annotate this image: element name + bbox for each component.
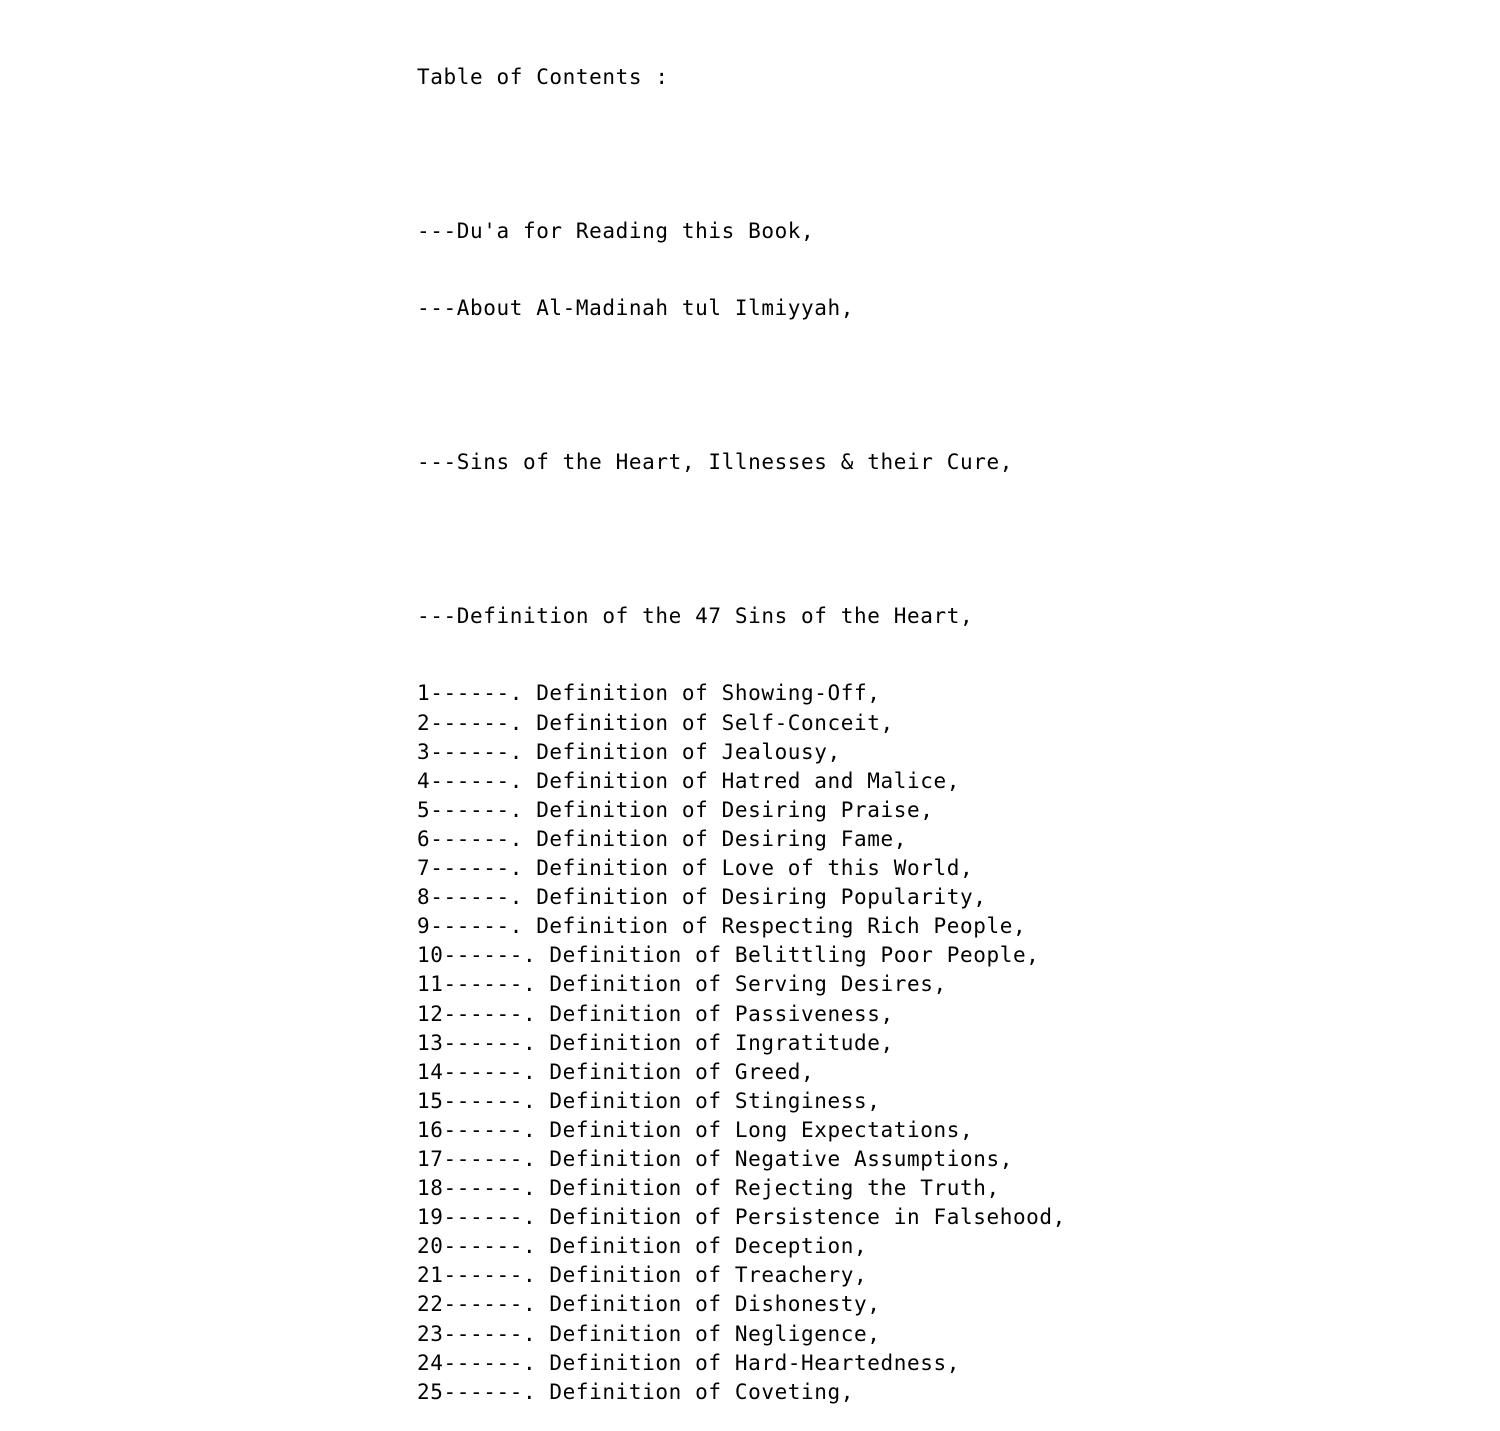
toc-section-definitions: ---Definition of the 47 Sins of the Heart, (417, 604, 974, 629)
toc-entry: 12------. Definition of Passiveness, (417, 1001, 894, 1026)
toc-entry: 20------. Definition of Deception, (417, 1234, 868, 1259)
toc-entry: 2------. Definition of Self-Conceit, (417, 710, 894, 735)
toc-entry: 9------. Definition of Respecting Rich People, (417, 914, 1027, 939)
toc-entry: 23------. Definition of Negligence, (417, 1321, 881, 1346)
toc-entry: 22------. Definition of Dishonesty, (417, 1292, 881, 1317)
toc-intro-item-about: ---About Al-Madinah tul Ilmiyyah, (417, 296, 855, 321)
spacer (417, 371, 1066, 400)
toc-entry: 15------. Definition of Stinginess, (417, 1088, 881, 1113)
toc-entry: 1------. Definition of Showing-Off, (417, 681, 881, 706)
toc-entry: 18------. Definition of Rejecting the Truth, (417, 1176, 1000, 1201)
toc-entry: 17------. Definition of Negative Assumptions, (417, 1146, 1013, 1171)
toc-entry: 6------. Definition of Desiring Fame, (417, 826, 907, 851)
toc-intro-item-dua: ---Du'a for Reading this Book, (417, 219, 815, 244)
table-of-contents (417, 15, 1066, 1431)
toc-heading: Table of Contents : (417, 65, 669, 89)
toc-entry: 10------. Definition of Belittling Poor People, (417, 943, 1040, 968)
spacer (417, 525, 1066, 554)
spacer (417, 140, 1066, 169)
toc-section-sins: ---Sins of the Heart, Illnesses & their Cure, (417, 450, 1013, 475)
toc-entry-list (417, 679, 1066, 1406)
toc-entry: 19------. Definition of Persistence in Falsehood, (417, 1205, 1066, 1230)
toc-entry: 14------. Definition of Greed, (417, 1059, 815, 1084)
toc-entry: 21------. Definition of Treachery, (417, 1263, 868, 1288)
toc-entry: 8------. Definition of Desiring Popularity, (417, 885, 987, 910)
toc-entry: 25------. Definition of Coveting, (417, 1379, 855, 1404)
toc-entry: 5------. Definition of Desiring Praise, (417, 797, 934, 822)
toc-entry: 4------. Definition of Hatred and Malice, (417, 768, 960, 793)
toc-entry: 16------. Definition of Long Expectations, (417, 1117, 974, 1142)
toc-entry: 13------. Definition of Ingratitude, (417, 1030, 894, 1055)
toc-entry: 24------. Definition of Hard-Heartedness, (417, 1350, 960, 1375)
toc-entry: 7------. Definition of Love of this World, (417, 856, 974, 881)
toc-entry: 11------. Definition of Serving Desires, (417, 972, 947, 997)
toc-entry: 3------. Definition of Jealousy, (417, 739, 841, 764)
